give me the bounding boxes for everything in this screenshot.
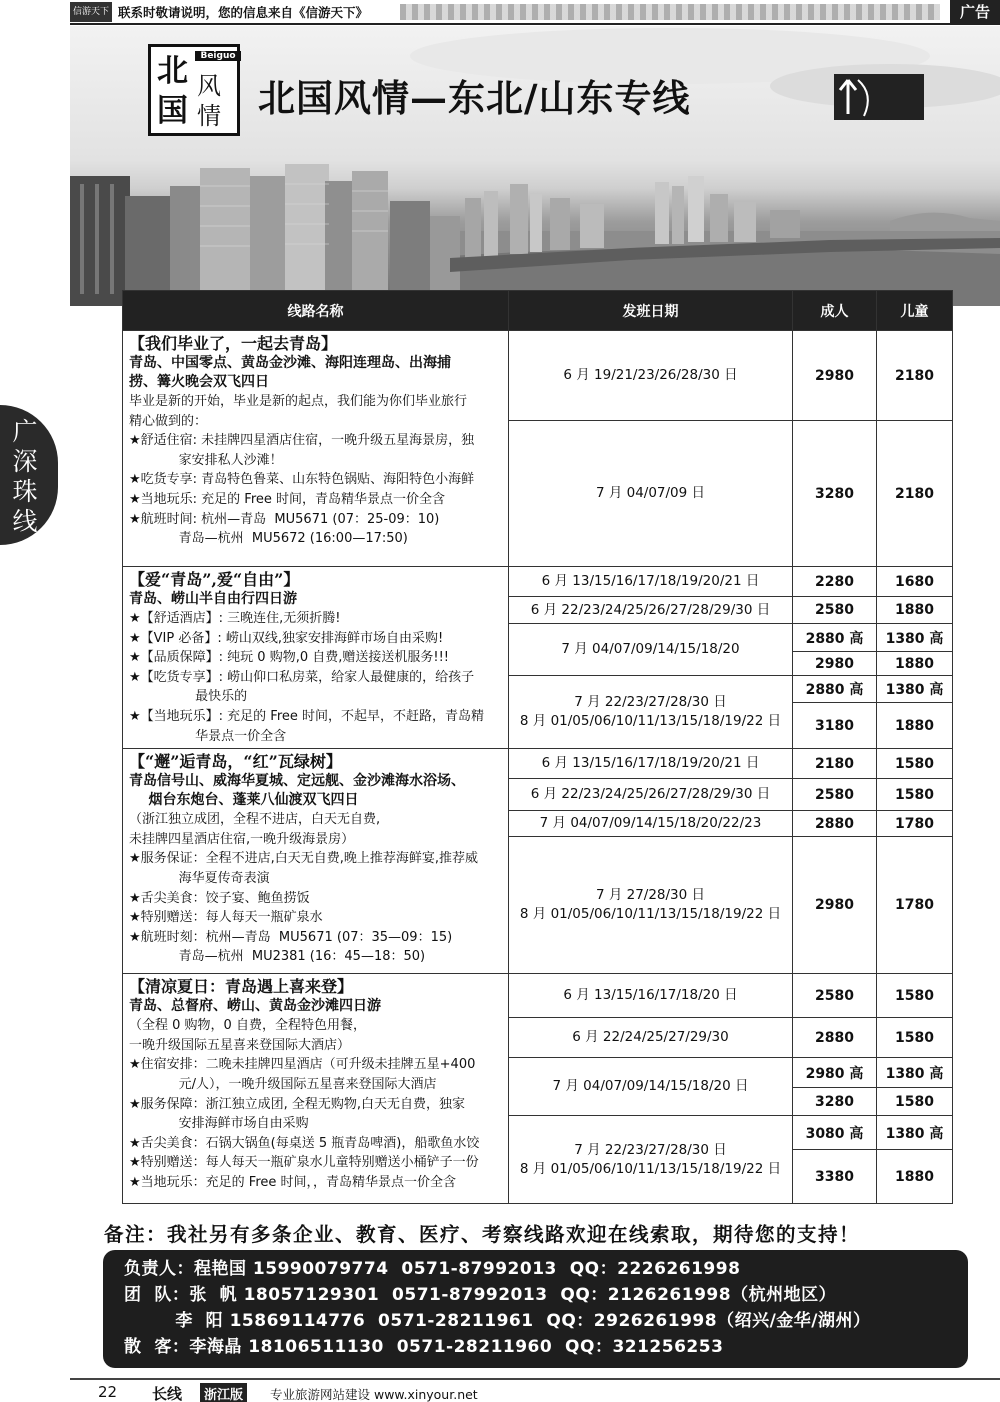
table-row [123,331,953,421]
route-info [123,974,509,1204]
child-price: 2180 [877,331,953,421]
adult-price: 2880 [793,1018,877,1058]
route-detail: 海华夏传奇表演 [129,870,270,886]
departure-date: 6 月 22/23/24/25/26/27/28/29/30 日 [509,597,793,624]
route-detail: ★当地玩乐: 充足的 Free 时间，青岛精华景点一价全含 [129,491,446,507]
table-row [123,974,953,1018]
departure-date: 7 月 04/07/09/14/15/18/20/22/23 [509,811,793,837]
departure-date: 6 月 22/23/24/25/26/27/28/29/30 日 [509,779,793,811]
route-detail: 精心做到的： [129,413,208,429]
departure-date-line: 8 月 01/05/06/10/11/13/15/18/19/22 日 [519,1160,782,1177]
adult-price: 2180 [793,749,877,779]
footer [70,1378,1000,1400]
adult-price: 2880 高 [793,676,877,703]
contact-row: 散 客：李海晶 18106511130 0571-28211960 QQ：321256253 [124,1337,724,1357]
contact-row: 团 队：张 帆 18057129301 0571-87992013 QQ：2126261998（杭州地区） [124,1285,837,1305]
adult-price: 3280 [793,1088,877,1116]
route-detail: ★吃货专享: 青岛特色鲁菜、山东特色锅贴、海阳特色小海鲜 [129,472,475,488]
side-tab-label: 广深珠线 [12,417,38,536]
route-detail: ★【VIP 必备】: 崂山双线,独家安排海鲜市场自由采购! [129,630,444,646]
top-strip [0,0,1000,24]
top-divider [70,23,1000,25]
child-price: 1780 [877,811,953,837]
departure-date-line: 7 月 22/23/27/28/30 日 [574,694,727,711]
route-subtitle: 青岛、中国零点、黄岛金沙滩、海阳连理岛、出海捕 [129,355,451,371]
route-subtitle: 青岛、总督府、崂山、黄岛金沙滩四日游 [129,998,381,1015]
route-detail: ★舌尖美食：石锅大锅鱼(每桌送 5 瓶青岛啤酒)，船歌鱼水饺 [129,1135,480,1151]
route-detail: ★【当地玩乐】: 充足的 Free 时间，不起早，不赶路，青岛精 [129,708,485,724]
banner [70,26,1000,306]
route-detail: ★舒适住宿: 未挂牌四星酒店住宿，一晚升级五星海景房，独 [129,433,475,449]
table-row [123,749,953,779]
departure-date: 7 月 04/07/09/14/15/18/20 [509,624,793,676]
adult-price: 3180 [793,703,877,749]
adult-price: 2280 [793,567,877,597]
header-route: 线路名称 [123,291,509,331]
route-detail: ★服务保证：全程不进店,白天无自费,晚上推荐海鲜宴,推荐威 [129,851,479,867]
route-detail: 未挂牌四星酒店住宿,一晚升级海景房） [129,831,355,847]
route-detail: ★【舒适酒店】: 三晚连住,无须折腾! [129,611,341,626]
route-detail: ★舌尖美食：饺子宴、鲍鱼捞饭 [129,890,310,906]
adult-price: 2980 [793,837,877,974]
child-price: 1580 [877,974,953,1018]
route-group [123,749,953,974]
departure-date-line: 8 月 01/05/06/10/11/13/15/18/19/22 日 [519,713,782,730]
route-detail: （全程 0 购物，0 自费，全程特色用餐， [129,1018,366,1034]
remarks: 备注：我社另有多条企业、教育、医疗、考察线路欢迎在线索取，期待您的支持！ [104,1223,861,1246]
route-subtitle: 烟台东炮台、蓬莱八仙渡双飞四日 [129,792,359,809]
adult-price: 2580 [793,779,877,811]
logo-chars-fengqing: 风情 [197,72,221,130]
departure-date-line: 7 月 27/28/30 日 [595,887,706,904]
side-tab [0,405,58,545]
route-detail: ★住宿安排：二晚未挂牌四星酒店（可升级未挂牌五星+400 [129,1057,476,1073]
route-detail: ★航班时刻：杭州—青岛 MU5671 (07：35—09：15) [129,929,453,945]
footer-website[interactable]: 专业旅游网站建设 www.xinyour.net [270,1387,478,1402]
route-group [123,974,953,1204]
footer-edition-badge: 浙江版 [200,1383,247,1402]
route-detail: 一晚升级国际五星喜来登国际大酒店） [129,1037,351,1053]
child-price: 1680 [877,567,953,597]
departure-date: 7 月 04/07/09/14/15/18/20 日 [509,1058,793,1116]
adult-price: 2580 [793,597,877,624]
child-price: 2180 [877,421,953,567]
brand-logo [148,44,240,136]
route-detail: ★服务保障：浙江独立成团, 全程无购物,白天无自费，独家 [129,1096,466,1112]
route-detail: （浙江独立成团，全程不进店，白天无自费, [129,812,381,828]
route-detail: 毕业是新的开始，毕业是新的起点，我们能为你们毕业旅行 [129,394,468,409]
adult-price: 2580 [793,974,877,1018]
departure-date-line: 8 月 01/05/06/10/11/13/15/18/19/22 日 [519,906,782,923]
departure-date: 6 月 13/15/16/17/18/19/20/21 日 [509,567,793,597]
route-detail: 家安排私人沙滩！ [129,452,283,468]
route-subtitle: 捞、篝火晚会双飞四日 [129,374,269,390]
child-price: 1880 [877,1150,953,1204]
page-number: 22 [98,1383,118,1401]
table-header-row [123,291,953,331]
route-detail: 青岛—杭州 MU5672 (16:00—17:50) [129,531,408,547]
child-price: 1580 [877,1088,953,1116]
route-table [122,290,953,1204]
publisher-logo: 信游天下 [70,2,112,22]
route-detail: ★航班时间: 杭州—青岛 MU5671 (07：25-09：10) [129,511,440,527]
route-name: 【爱“青岛”,爱“自由”】 [129,570,300,589]
route-detail: ★【吃货专享】: 崂山仰口私房菜，给家人最健康的，给孩子 [129,669,475,685]
route-detail: ★【品质保障】: 纯玩 0 购物,0 自费,赠送接送机服务!!! [129,650,450,666]
route-info [123,749,509,974]
route-detail: 最快乐的 [129,689,248,705]
route-detail: 安排海鲜市场自由采购 [129,1116,309,1132]
adult-price: 3380 [793,1150,877,1204]
child-price: 1380 高 [877,676,953,703]
arrow-box [834,74,924,120]
ad-tag: 广告 [950,0,1000,24]
adult-price: 3280 [793,421,877,567]
logo-chars-beiguo: 北国 [157,53,188,129]
route-detail: 青岛—杭州 MU2381 (16：45—18：50) [129,949,426,965]
child-price: 1880 [877,652,953,676]
route-group [123,567,953,749]
departure-date [509,837,793,974]
contact-row: 李 阳 15869114776 0571-28211961 QQ：2926261998（绍兴/金华/湖州） [124,1311,871,1331]
route-detail: 华景点一价全含 [129,728,287,744]
departure-date: 6 月 13/15/16/17/18/19/20/21 日 [509,749,793,779]
adult-price: 2880 [793,811,877,837]
decorative-stripe [400,4,940,20]
adult-price: 2880 高 [793,624,877,652]
header-adult: 成人 [793,291,877,331]
departure-date [509,676,793,749]
child-price: 1780 [877,837,953,974]
contact-notice: 联系时敬请说明，您的信息来自《信游天下》 [118,5,369,20]
child-price: 1580 [877,1018,953,1058]
table-row [123,567,953,597]
swoosh-arrow-icon [834,74,924,120]
route-detail: 元/人），一晚升级国际五星喜来登国际大酒店 [129,1076,437,1092]
header-date: 发班日期 [509,291,793,331]
child-price: 1880 [877,703,953,749]
departure-date-line: 7 月 22/23/27/28/30 日 [574,1141,727,1158]
route-detail: ★特别赠送：每人每天一瓶矿泉水儿童特别赠送小桶铲子一份 [129,1155,479,1171]
route-name: 【清凉夏日：青岛遇上喜来登】 [129,977,354,997]
child-price: 1880 [877,597,953,624]
logo-latin: Beiguo [195,51,241,61]
route-detail: ★特别赠送：每人每天一瓶矿泉水 [129,910,323,926]
child-price: 1380 高 [877,1058,953,1088]
route-info [123,331,509,567]
departure-date: 6 月 19/21/23/26/28/30 日 [509,331,793,421]
contact-row: 负责人：程艳国 15990079774 0571-87992013 QQ：2226261998 [124,1259,741,1279]
departure-date: 7 月 04/07/09 日 [509,421,793,567]
adult-price: 2980 [793,652,877,676]
child-price: 1380 高 [877,624,953,652]
header-child: 儿童 [877,291,953,331]
route-subtitle: 青岛、崂山半自由行四日游 [129,591,297,607]
child-price: 1580 [877,749,953,779]
departure-date [509,1116,793,1204]
departure-date: 6 月 13/15/16/17/18/20 日 [509,974,793,1018]
adult-price: 3080 高 [793,1116,877,1150]
child-price: 1380 高 [877,1116,953,1150]
route-detail: ★当地玩乐：充足的 Free 时间，，青岛精华景点一价全含 [129,1174,457,1190]
route-name: 【“邂”逅青岛，“红”瓦绿树】 [129,752,342,772]
adult-price: 2980 高 [793,1058,877,1088]
route-info [123,567,509,749]
contact-box [103,1250,968,1368]
child-price: 1580 [877,779,953,811]
route-subtitle: 青岛信号山、威海华夏城、定远舰、金沙滩海水浴场、 [129,773,465,790]
route-name: 【我们毕业了，一起去青岛】 [129,334,338,353]
route-group [123,331,953,567]
banner-title: 北国风情—东北/山东专线 [258,76,691,120]
departure-date: 6 月 22/24/25/27/29/30 [509,1018,793,1058]
adult-price: 2980 [793,331,877,421]
footer-section-title: 长线 [152,1385,183,1402]
